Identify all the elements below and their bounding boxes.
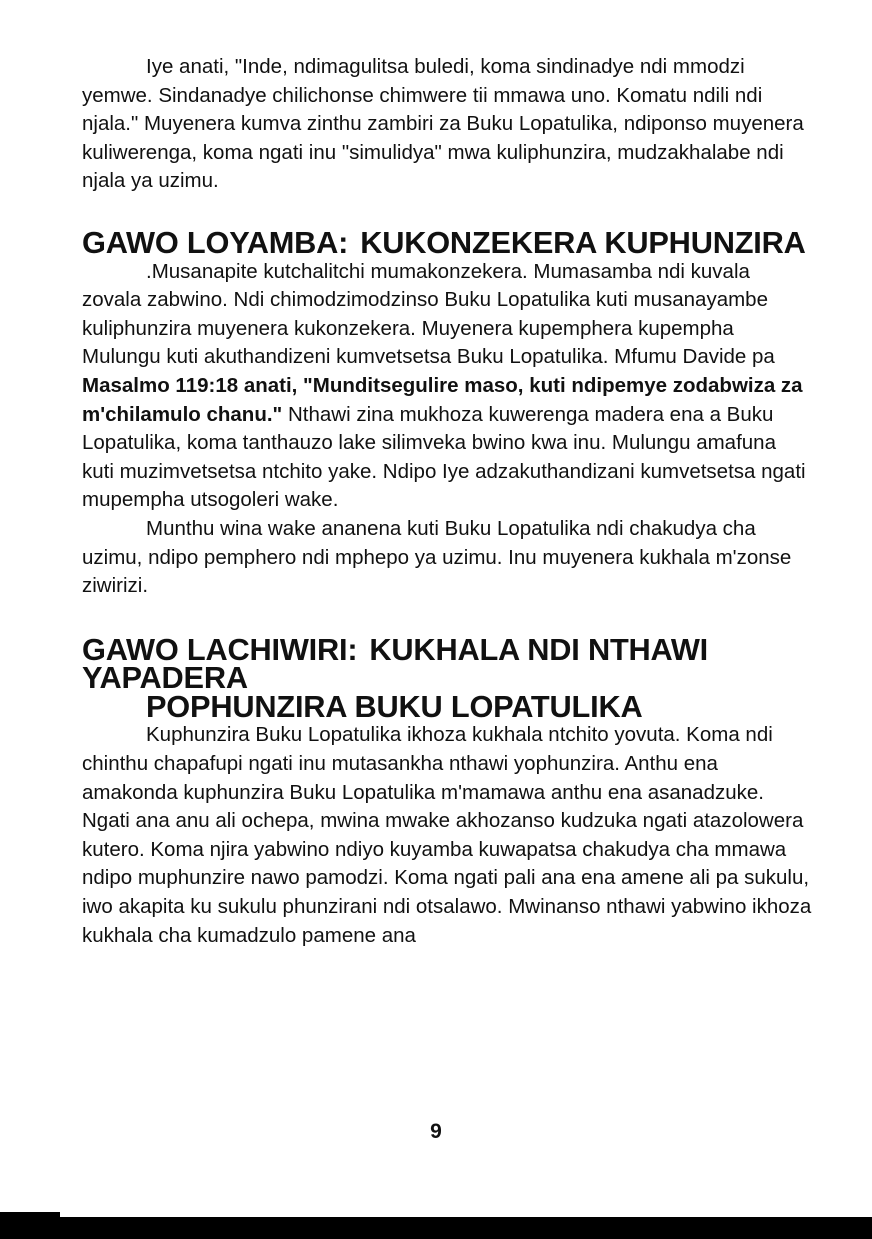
page-body <box>82 53 812 950</box>
section-2-paragraph: Kuphunzira Buku Lopatulika ikhoza kukhala ntchito yovuta. Koma ndi chinthu chapafupi ngati inu mutasankha nthawi yophunzira. Anthu ena amakonda kuphunzira Buku Lopatulika m'mamawa anthu ena asanadzuke. Ngati ana anu ali ochepa, mwina mwake akhozanso kudzuka ngati atazolowera kutero. Koma njira yabwino ndiyo kuyamba kuwapatsa chakudya cha mmawa ndipo muphunzire nawo pamodzi. Koma ngati pali ana ena amene ali pa sukulu, iwo akapita ku sukulu phunzirani ndi otsalawo. Mwinanso nthawi yabwino ikhoza kukhala cha kumadzulo pamene ana <box>82 723 812 947</box>
page-number: 9 <box>430 1120 442 1143</box>
section-1-paragraph-1-end: Nthawi zina mukhoza kuwerenga madera ena a Buku Lopatulika, koma tanthauzo lake silimveka bwino kwa inu. Mulungu amafuna kuti muzimvetsetsa ntchito yake. Ndipo Iye adzakuthandizani kumvetsetsa ngati mupempha utsogoleri wake. <box>82 402 806 512</box>
section-1-paragraph-1 <box>82 258 812 515</box>
intro-paragraph: Iye anati, "Inde, ndimagulitsa buledi, koma sindinadye ndi mmodzi yemwe. Sindanadye chilichonse chimwere tii mmawa uno. Komatu ndili ndi njala." Muyenera kumva zinthu zambiri za Buku Lopatulika, ndiponso muyenera kuliwerenga, koma ngati inu "simulidya" mwa kuliphunzira, mudzakhalabe ndi njala ya uzimu. <box>82 55 804 193</box>
section-1-heading-label: GAWO LOYAMBA: <box>82 224 349 260</box>
section-2-heading <box>82 631 812 724</box>
scan-bottom-border <box>0 1217 872 1239</box>
section-1-paragraph-2: Munthu wina wake ananena kuti Buku Lopatulika ndi chakudya cha uzimu, ndipo pemphero ndi mphepo ya uzimu. Inu muyenera kukhala m'zonse ziwirizi. <box>82 516 792 598</box>
section-1-heading-title: KUKONZEKERA KUPHUNZIRA <box>360 224 806 260</box>
section-1-heading <box>82 224 812 260</box>
section-2-heading-title-line-1: KUKHALA NDI NTHAWI YAPADERA <box>82 631 709 696</box>
scripture-quote: Masalmo 119:18 anati, "Munditsegulire maso, kuti ndipemye zodabwiza za m'chilamulo chanu." <box>82 373 803 426</box>
section-1-paragraph-1-start: .Musanapite kutchalitchi mumakonzekera. Mumasamba ndi kuvala zovala zabwino. Ndi chimodzimodzinso Buku Lopatulika kuti musanayambe kuliphunzira muyenera kukonzekera. Muyenera kupemphera kupempha Mulungu kuti akuthandizeni kumvetsetsa Buku Lopatulika. Mfumu Davide pa <box>82 259 775 369</box>
section-2-heading-label: GAWO LACHIWIRI: <box>82 631 358 667</box>
section-2-heading-title-line-2: POPHUNZIRA BUKU LOPATULIKA <box>146 688 643 724</box>
